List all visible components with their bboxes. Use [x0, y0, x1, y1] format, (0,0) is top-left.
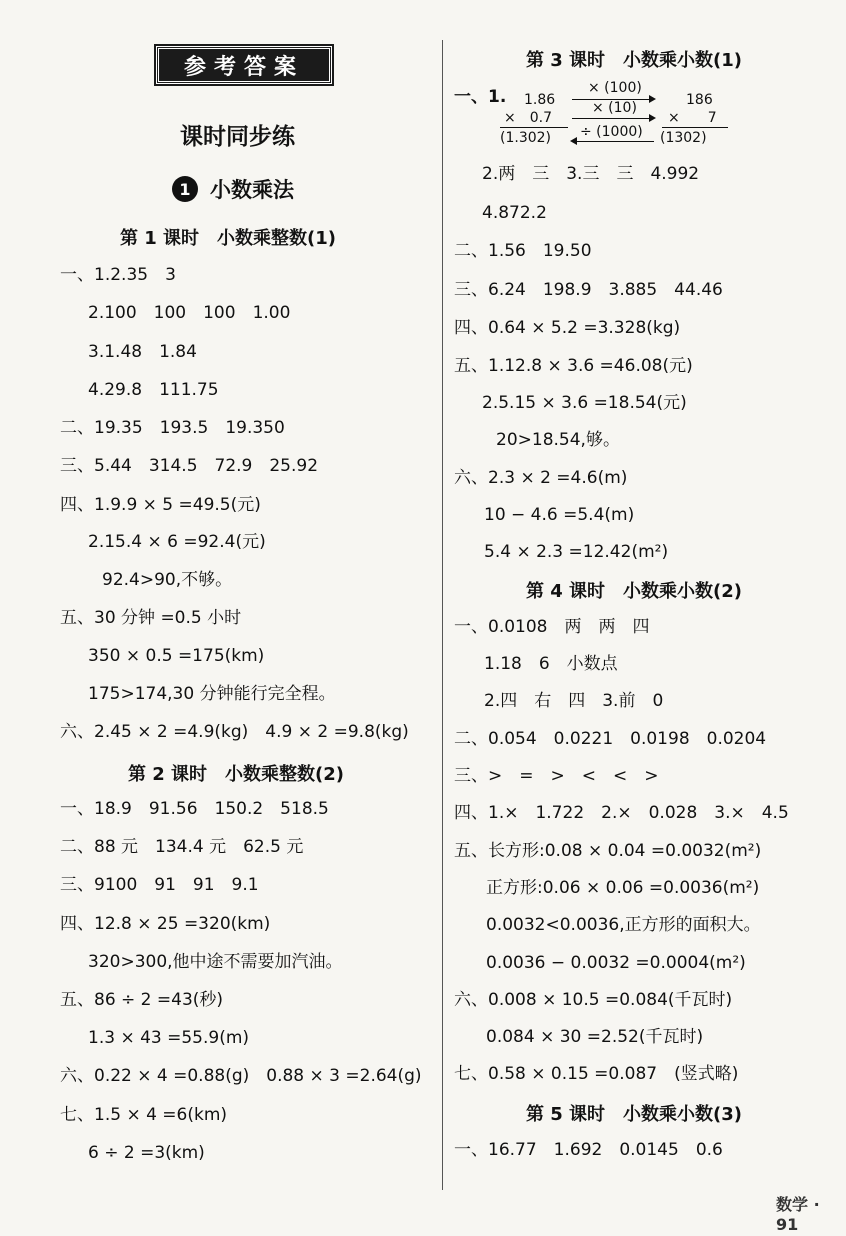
- arrow-label-100: × (100): [588, 80, 642, 96]
- answer-line: 5.4 × 2.3 =12.42(m²): [484, 542, 669, 562]
- answer-line: 2.两 三 3.三 三 4.992: [482, 164, 700, 184]
- answer-line: 2.100 100 100 1.00: [88, 303, 291, 323]
- answer-line: 0.0036 − 0.0032 =0.0004(m²): [486, 953, 746, 973]
- answer-line: 2.15.4 × 6 =92.4(元): [88, 532, 266, 552]
- answer-line: 三、9100 91 91 9.1: [60, 875, 259, 895]
- answer-line: 四、12.8 × 25 =320(km): [60, 914, 271, 934]
- answer-line: 92.4>90,不够。: [102, 570, 233, 590]
- unit-number-badge: 1: [172, 176, 198, 202]
- answer-line: 2.四 右 四 3.前 0: [484, 691, 664, 711]
- answer-line: 4.29.8 111.75: [88, 380, 219, 400]
- answer-line: 350 × 0.5 =175(km): [88, 646, 265, 666]
- answer-line: 六、2.3 × 2 =4.6(m): [454, 468, 628, 488]
- answer-line: 六、0.22 × 4 =0.88(g) 0.88 × 3 =2.64(g): [60, 1066, 422, 1086]
- lesson-5-title: 第 5 课时 小数乘小数(3): [526, 1104, 743, 1125]
- answer-line: 二、0.054 0.0221 0.0198 0.0204: [454, 729, 767, 749]
- vertical-b-result: (1302): [660, 130, 707, 146]
- answer-line: 10 − 4.6 =5.4(m): [484, 505, 635, 525]
- lesson-2-title: 第 2 课时 小数乘整数(2): [128, 764, 345, 785]
- answer-line: 二、1.56 19.50: [454, 241, 592, 261]
- arrow-label-1000: ÷ (1000): [580, 124, 643, 140]
- answer-line: 三、5.44 314.5 72.9 25.92: [60, 456, 319, 476]
- answer-line: 4.872.2: [482, 203, 547, 223]
- answer-line: 0.0032<0.0036,正方形的面积大。: [486, 915, 761, 935]
- column-divider: [442, 40, 443, 1190]
- answer-line: 一、16.77 1.692 0.0145 0.6: [454, 1140, 723, 1160]
- right-arrow-icon: [572, 118, 654, 119]
- answer-line: 一、1.2.35 3: [60, 265, 176, 285]
- answer-line: 三、> = > < < >: [454, 766, 659, 786]
- lesson-1-title: 第 1 课时 小数乘整数(1): [120, 228, 337, 249]
- lesson-4-title: 第 4 课时 小数乘小数(2): [526, 581, 743, 602]
- question-label: 一、1.: [454, 87, 507, 107]
- answer-line: 七、1.5 × 4 =6(km): [60, 1105, 228, 1125]
- lesson-3-title: 第 3 课时 小数乘小数(1): [526, 50, 743, 71]
- vertical-b-line: [662, 127, 728, 128]
- answer-line: 二、19.35 193.5 19.350: [60, 418, 285, 438]
- answer-line: 七、0.58 × 0.15 =0.087 (竖式略): [454, 1064, 739, 1084]
- answer-line: 六、0.008 × 10.5 =0.084(千瓦时): [454, 990, 733, 1010]
- left-arrow-icon: [572, 141, 654, 142]
- vertical-b-mul: × 7: [668, 110, 717, 126]
- vertical-a-mul: × 0.7: [504, 110, 552, 126]
- answer-line: 175>174,30 分钟能行完全程。: [88, 684, 336, 704]
- answer-banner: 参考答案: [156, 46, 332, 84]
- answer-line: 0.084 × 30 =2.52(千瓦时): [486, 1027, 704, 1047]
- arrow-label-10: × (10): [592, 100, 637, 116]
- answer-line: 一、0.0108 两 两 四: [454, 617, 650, 637]
- answer-line: 1.18 6 小数点: [484, 654, 618, 674]
- answer-line: 正方形:0.06 × 0.06 =0.0036(m²): [486, 878, 760, 898]
- answer-line: 1.3 × 43 =55.9(m): [88, 1028, 250, 1048]
- answer-line: 五、86 ÷ 2 =43(秒): [60, 990, 224, 1010]
- answer-line: 五、30 分钟 =0.5 小时: [60, 608, 242, 628]
- unit-title: 小数乘法: [210, 178, 294, 202]
- answer-line: 四、0.64 × 5.2 =3.328(kg): [454, 318, 681, 338]
- answer-line: 四、1.9.9 × 5 =49.5(元): [60, 495, 261, 515]
- answer-line: 五、长方形:0.08 × 0.04 =0.0032(m²): [454, 841, 762, 861]
- answer-line: 六、2.45 × 2 =4.9(kg) 4.9 × 2 =9.8(kg): [60, 722, 409, 742]
- vertical-a-line: [500, 127, 568, 128]
- answer-line: 二、88 元 134.4 元 62.5 元: [60, 837, 304, 857]
- section-title: 课时同步练: [180, 124, 295, 150]
- answer-line: 320>300,他中途不需要加汽油。: [88, 952, 343, 972]
- answer-line: 三、6.24 198.9 3.885 44.46: [454, 280, 723, 300]
- vertical-a-top: 1.86: [524, 92, 556, 108]
- answer-line: 3.1.48 1.84: [88, 342, 197, 362]
- answer-line: 2.5.15 × 3.6 =18.54(元): [482, 393, 687, 413]
- answer-line: 20>18.54,够。: [496, 430, 620, 450]
- answer-line: 四、1.× 1.722 2.× 0.028 3.× 4.5: [454, 803, 789, 823]
- vertical-a-result: (1.302): [500, 130, 552, 146]
- vertical-b-top: 186: [686, 92, 713, 108]
- answer-line: 一、18.9 91.56 150.2 518.5: [60, 799, 329, 819]
- page-footer: 数学 · 91: [776, 1195, 820, 1234]
- unit-heading: [172, 174, 294, 204]
- answer-line: 五、1.12.8 × 3.6 =46.08(元): [454, 356, 693, 376]
- answer-line: 6 ÷ 2 =3(km): [88, 1143, 205, 1163]
